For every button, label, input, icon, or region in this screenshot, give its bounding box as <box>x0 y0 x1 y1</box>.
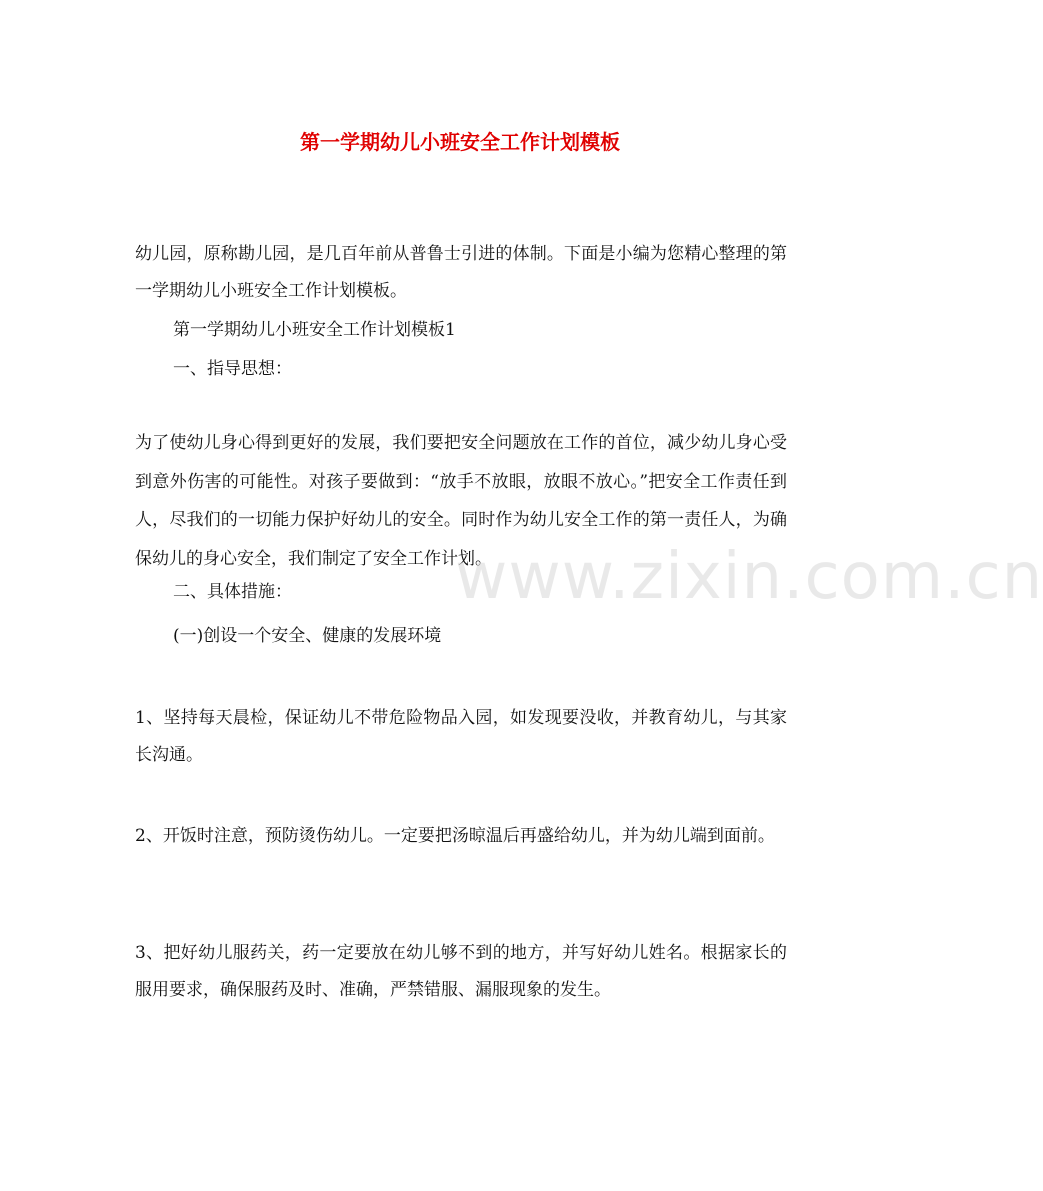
watermark: www.zixin.com.cn <box>455 540 1043 614</box>
intro-paragraph: 幼儿园，原称勘儿园，是几百年前从普鲁士引进的体制。下面是小编为您精心整理的第一学期幼儿小班安全工作计划模板。 <box>135 244 787 301</box>
section2-heading: 二、具体措施： <box>173 582 292 602</box>
section1-body: 为了使幼儿身心得到更好的发展，我们要把安全问题放在工作的首位，减少幼儿身心受到意外伤害的可能性。对孩子要做到：“放手不放眼，放眼不放心。”把安全工作责任到人，尽我们的一切能力保护好幼儿的安全。同时作为幼儿安全工作的第一责任人，为确保幼儿的身心安全，我们制定了安全工作计划。 <box>135 433 787 569</box>
list-item-1: 1、坚持每天晨检，保证幼儿不带危险物品入园，如发现要没收，并教育幼儿，与其家长沟通。 <box>135 708 787 765</box>
subtitle-line: 第一学期幼儿小班安全工作计划模板1 <box>173 320 456 340</box>
subsection1-heading: (一)创设一个安全、健康的发展环境 <box>173 626 442 646</box>
section1-heading: 一、指导思想： <box>173 359 292 379</box>
document-title: 第一学期幼儿小班安全工作计划模板 <box>300 130 620 154</box>
list-item-2: 2、开饭时注意，预防烫伤幼儿。一定要把汤晾温后再盛给幼儿，并为幼儿端到面前。 <box>135 826 775 846</box>
list-item-3: 3、把好幼儿服药关，药一定要放在幼儿够不到的地方，并写好幼儿姓名。根据家长的服用要求，确保服药及时、准确，严禁错服、漏服现象的发生。 <box>135 943 787 1000</box>
